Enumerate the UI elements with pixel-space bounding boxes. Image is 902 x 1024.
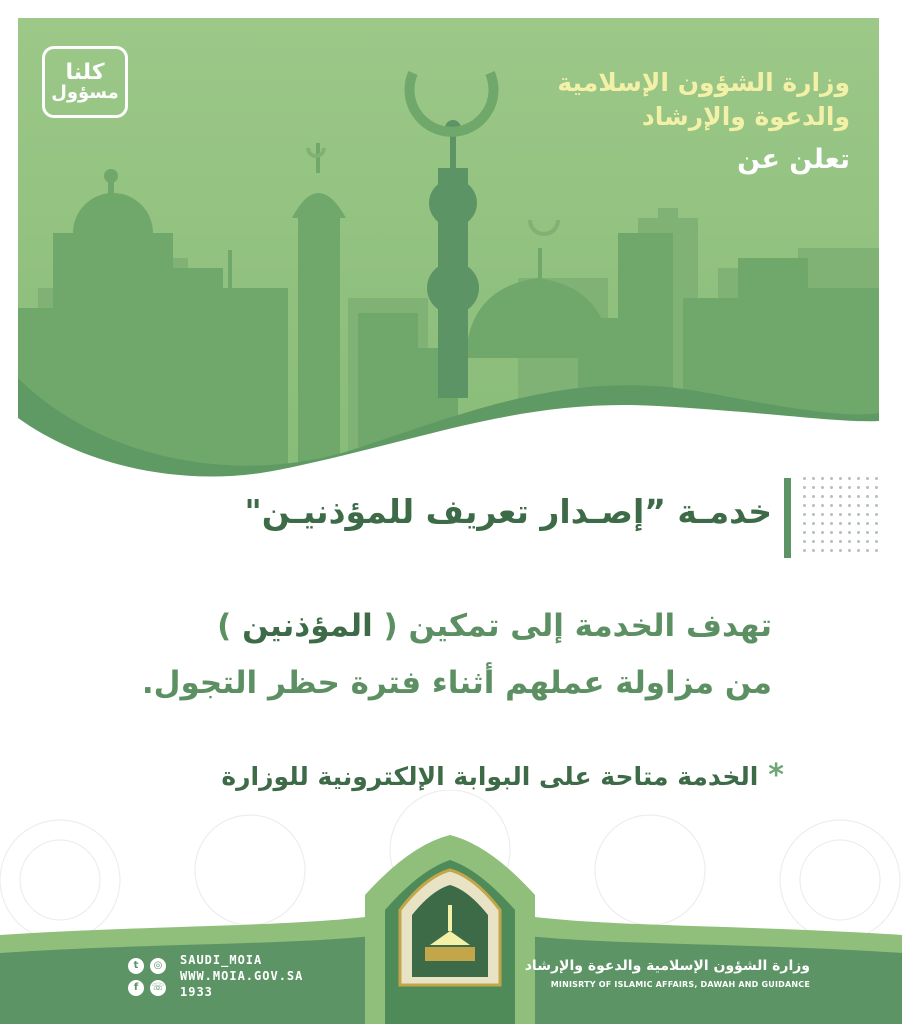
description-highlight: المؤذنين bbox=[242, 608, 373, 644]
kulluna-masool-badge bbox=[42, 46, 128, 118]
title-accent-bar bbox=[784, 478, 791, 558]
social-icons bbox=[128, 956, 168, 996]
footer-ministry-arabic: وزارة الشؤون الإسلامية والدعوة والإرشاد bbox=[524, 958, 810, 974]
social-handle[interactable]: SAUDI_MOIA bbox=[180, 953, 263, 967]
announces-label: تعلن عن bbox=[737, 143, 850, 175]
asterisk-icon: * bbox=[768, 758, 784, 793]
facebook-icon[interactable]: f bbox=[128, 980, 144, 996]
availability-note bbox=[221, 758, 784, 793]
description-line-1-pre: تهدف الخدمة إلى تمكين ( bbox=[372, 608, 772, 644]
badge-line-1: كلنا bbox=[65, 60, 105, 85]
ministry-name-line-1: وزارة الشؤون الإسلامية bbox=[557, 68, 850, 97]
availability-note-text: الخدمة متاحة على البوابة الإلكترونية للوزارة bbox=[221, 762, 759, 791]
phone-icon[interactable]: ☏ bbox=[150, 980, 166, 996]
badge-line-2: مسؤول bbox=[51, 82, 119, 104]
description-line-1-post: ) bbox=[217, 608, 243, 644]
description-line-1 bbox=[217, 608, 772, 644]
footer-ministry bbox=[525, 958, 810, 989]
phone-number[interactable]: 1933 bbox=[180, 985, 213, 999]
service-title: خدمـة ”إصـدار تعريف للمؤذنيـن" bbox=[244, 492, 772, 531]
twitter-icon[interactable]: t bbox=[128, 958, 144, 974]
instagram-icon[interactable]: ◎ bbox=[150, 958, 166, 974]
ministry-name-line-2: والدعوة والإرشاد bbox=[641, 101, 850, 131]
description-line-2: من مزاولة عملهم أثناء فترة حظر التجول. bbox=[141, 665, 772, 701]
dot-grid-decoration bbox=[800, 474, 882, 552]
ministry-header bbox=[557, 66, 850, 175]
footer-ministry-english: MINISRTY OF ISLAMIC AFFAIRS, DAWAH AND GUIDANCE bbox=[550, 980, 810, 989]
website-link[interactable]: WWW.MOIA.GOV.SA bbox=[180, 969, 304, 983]
contact-info bbox=[180, 952, 303, 1000]
